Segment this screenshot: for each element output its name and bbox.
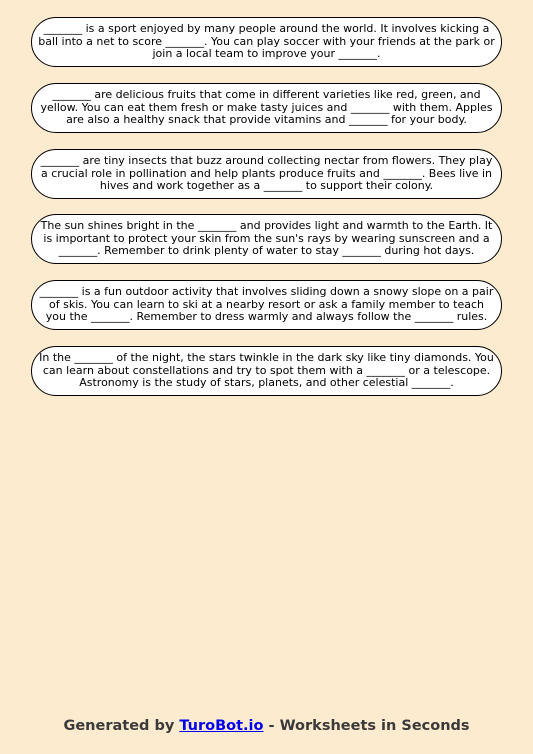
exercise-box [31, 214, 502, 264]
exercise-text: In the _______ of the night, the stars twinkle in the dark sky like tiny diamonds. You can learn about constellations and try to spot them with a _______ or a telescope. Astronomy is the study of stars, planets, and other celestial _______. [39, 350, 494, 390]
exercise-text: _______ are delicious fruits that come in different varieties like red, green, and yellow. You can eat them fresh or make tasty juices and _______ with them. Apples are also a healthy snack that provide vitamins and _______ for your body. [40, 87, 493, 127]
footer-prefix: Generated by [63, 718, 180, 734]
turobot-link[interactable]: TuroBot.io [179, 718, 264, 734]
exercise-box [31, 83, 502, 133]
exercise-text: _______ is a sport enjoyed by many people around the world. It involves kicking a ball into a net to score _______. You can play soccer with your friends at the park or join a local team to improve your _______. [38, 21, 495, 61]
exercise-text: The sun shines bright in the _______ and provides light and warmth to the Earth. It is important to protect your skin from the sun's rays by wearing sunscreen and a _______. Remember to drink plenty of water to stay _______ during hot days. [40, 218, 493, 258]
footer-suffix: - Worksheets in Seconds [263, 718, 470, 734]
footer-credit [0, 718, 533, 734]
exercise-text: _______ is a fun outdoor activity that involves sliding down a snowy slope on a pair of skis. You can learn to ski at a nearby resort or ask a family member to teach you the _______. Remember to dress warmly and always follow the _______ rules. [39, 284, 494, 324]
exercise-text: _______ are tiny insects that buzz around collecting nectar from flowers. They play a crucial role in pollination and help plants produce fruits and _______. Bees live in hives and work together as a _______ to support their colony. [40, 153, 493, 193]
exercise-box [31, 149, 502, 199]
exercise-box [31, 346, 502, 396]
exercise-box [31, 280, 502, 330]
exercise-box [31, 17, 502, 67]
